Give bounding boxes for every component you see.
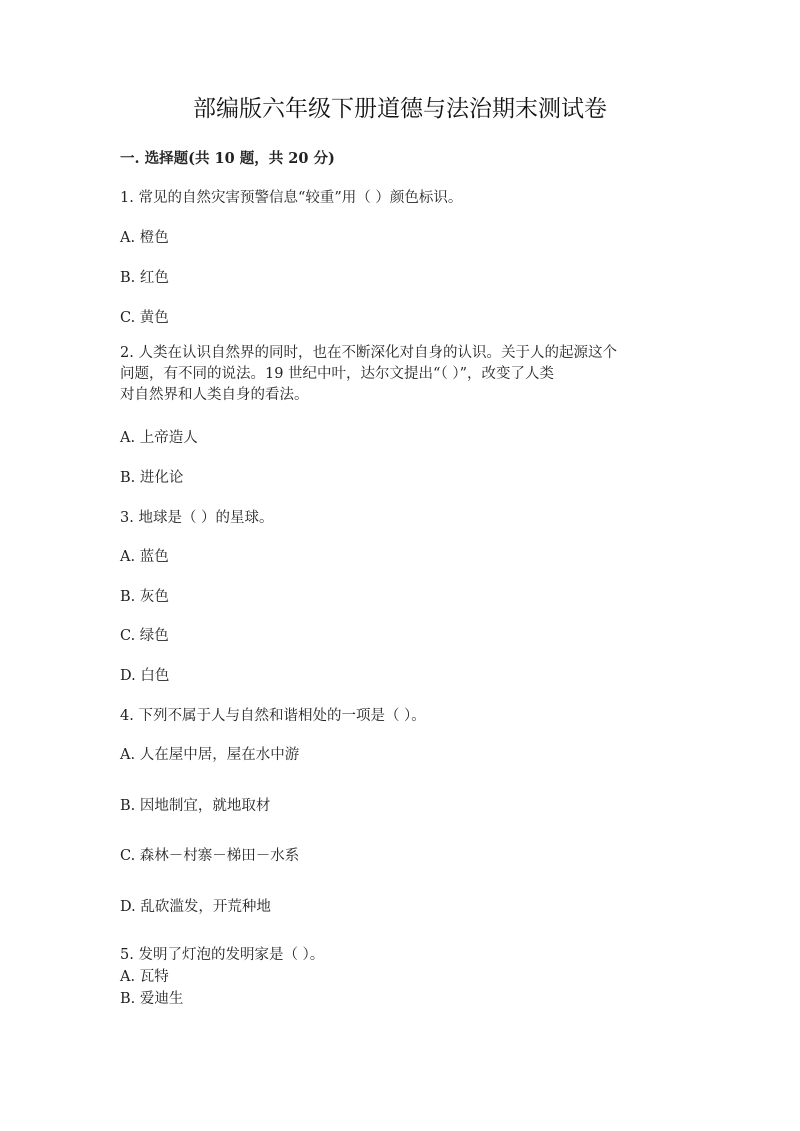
section-heading: 一. 选择题(共 10 题，共 20 分) <box>120 150 335 167</box>
question-1-option-c: C. 黄色 <box>120 310 169 326</box>
question-3-option-c: C. 绿色 <box>120 628 169 644</box>
question-1-option-a: A. 橙色 <box>120 230 169 246</box>
question-3-option-a: A. 蓝色 <box>120 549 169 565</box>
question-2-option-a: A. 上帝造人 <box>120 430 198 446</box>
question-2-stem <box>120 343 680 406</box>
question-4-option-b: B. 因地制宜，就地取材 <box>120 798 271 814</box>
question-2-option-b: B. 进化论 <box>120 470 184 486</box>
question-3-option-d: D. 白色 <box>120 668 170 684</box>
question-1-stem: 1. 常见的自然灾害预警信息“较重”用（ ）颜色标识。 <box>120 190 463 206</box>
question-4-option-a: A. 人在屋中居，屋在水中游 <box>120 747 300 763</box>
question-5-stem: 5. 发明了灯泡的发明家是（ ）。 <box>120 947 325 963</box>
question-4-option-c: C. 森林－村寨－梯田－水系 <box>120 848 300 864</box>
question-3-option-b: B. 灰色 <box>120 589 169 605</box>
question-2-stem-line: 2. 人类在认识自然界的同时，也在不断深化对自身的认识。关于人的起源这个 <box>120 345 617 361</box>
page-title: 部编版六年级下册道德与法治期末测试卷 <box>193 96 607 122</box>
question-5-option-b: B. 爱迪生 <box>120 991 184 1007</box>
question-4-option-d: D. 乱砍滥发，开荒种地 <box>120 899 271 915</box>
question-4-stem: 4. 下列不属于人与自然和谐相处的一项是（ ）。 <box>120 708 426 724</box>
question-2-stem-line: 问题，有不同的说法。19 世纪中叶，达尔文提出“（ ）”，改变了人类 <box>120 366 554 382</box>
question-1-option-b: B. 红色 <box>120 270 169 286</box>
question-5-option-a: A. 瓦特 <box>120 969 169 985</box>
question-3-stem: 3. 地球是（ ）的星球。 <box>120 510 274 526</box>
question-2-stem-line: 对自然界和人类自身的看法。 <box>120 387 309 403</box>
